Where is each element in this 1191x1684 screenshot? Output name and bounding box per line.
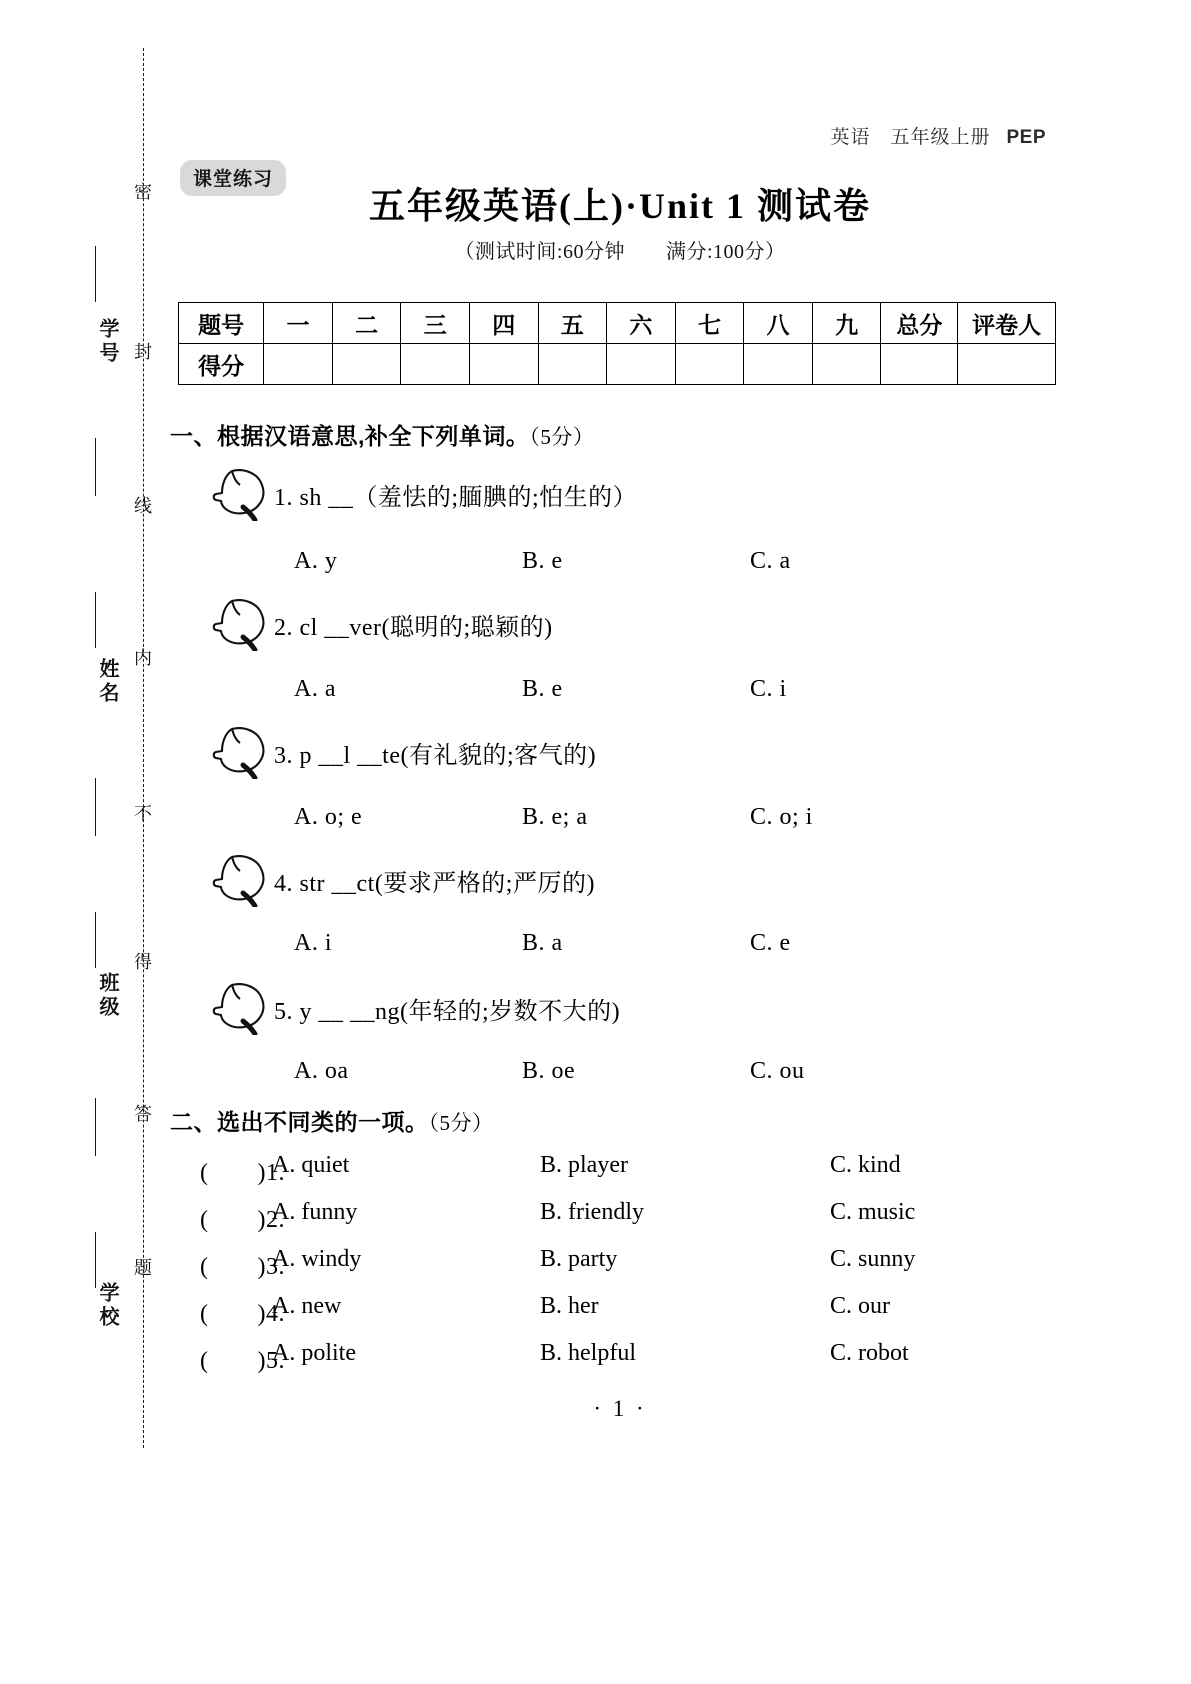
running-head [830,122,1046,149]
question-stem-1-5 [210,980,620,1036]
field-rule-4 [95,778,96,836]
score-cell-9[interactable] [812,344,881,385]
seal-char-da: 答 [134,1104,152,1124]
option-a[interactable]: A. i [294,930,332,956]
question-stem-1-3 [210,724,596,780]
section-2-points: （5分） [428,1111,494,1135]
seal-char-de: 得 [134,952,152,972]
answer-bracket[interactable]: ( )4. [200,1301,285,1327]
seal-char-ti: 题 [134,1258,152,1278]
col-header-grader: 评卷人 [958,303,1056,344]
score-cell-4[interactable] [469,344,538,385]
question-stem-text: 5. y __ __ng(年轻的;岁数不大的) [274,998,621,1025]
field-rule-1 [95,246,96,302]
seal-char-feng: 封 [134,342,152,362]
col-header-3: 三 [401,303,470,344]
question-stem-1-4 [210,852,595,908]
option-a[interactable]: A. polite [272,1340,356,1366]
score-cell-5[interactable] [538,344,607,385]
running-head-subject: 英语 五年级上册 [830,127,991,148]
seal-margin-rail [0,0,170,1684]
row-label-question-no: 题号 [179,303,264,344]
option-c[interactable]: C. o; i [750,804,813,830]
col-header-1: 一 [264,303,333,344]
table-row-question-numbers [179,303,1056,344]
option-a[interactable]: A. a [294,676,336,702]
field-rule-2 [95,438,96,496]
option-a[interactable]: A. o; e [294,804,363,830]
section-heading-2 [170,1104,494,1137]
option-a[interactable]: A. windy [272,1246,362,1272]
score-cell-grader[interactable] [958,344,1056,385]
answer-bracket[interactable]: ( )5. [200,1348,285,1374]
option-a[interactable]: A. funny [272,1199,358,1225]
col-header-6: 六 [607,303,676,344]
option-a[interactable]: A. quiet [272,1152,350,1178]
option-c[interactable]: C. e [750,930,791,956]
option-c[interactable]: C. ou [750,1058,805,1084]
field-label-student-id: 学号 [96,318,118,366]
option-b[interactable]: B. e [522,676,563,702]
score-cell-8[interactable] [744,344,813,385]
option-c[interactable]: C. kind [830,1152,901,1178]
leaf-bullet-icon [210,597,272,651]
option-c[interactable]: C. our [830,1293,890,1319]
option-b[interactable]: B. e [522,548,563,574]
leaf-bullet-icon [210,981,272,1035]
option-c[interactable]: C. i [750,676,787,702]
field-label-school: 学校 [96,1282,118,1330]
option-b[interactable]: B. a [522,930,563,956]
option-b[interactable]: B. her [540,1293,599,1319]
option-a[interactable]: A. new [272,1293,342,1319]
option-b[interactable]: B. player [540,1152,628,1178]
question-stem-text: 3. p __l __te(有礼貌的;客气的) [274,742,597,769]
col-header-total: 总分 [881,303,958,344]
page-number: · 1 · [593,1396,647,1421]
col-header-2: 二 [332,303,401,344]
section-1-title: 一、根据汉语意思,补全下列单词。 [170,423,530,449]
field-rule-3 [95,592,96,648]
option-c[interactable]: C. robot [830,1340,909,1366]
score-cell-3[interactable] [401,344,470,385]
answer-bracket[interactable]: ( )1. [200,1160,285,1186]
table-row-scores [179,344,1056,385]
question-stem-text: 4. str __ct(要求严格的;严厉的) [274,870,595,897]
question-stem-text: 1. sh __（羞怯的;腼腆的;怕生的） [274,484,638,511]
option-a[interactable]: A. y [294,548,338,574]
seal-dashed-line [143,48,144,1448]
option-b[interactable]: B. helpful [540,1340,636,1366]
option-c[interactable]: C. a [750,548,791,574]
col-header-8: 八 [744,303,813,344]
section-heading-1 [170,418,594,451]
option-c[interactable]: C. music [830,1199,916,1225]
answer-bracket[interactable]: ( )3. [200,1254,285,1280]
field-rule-6 [95,1098,96,1156]
question-stem-1-1 [210,466,637,522]
option-c[interactable]: C. sunny [830,1246,916,1272]
seal-char-nei: 内 [134,648,152,668]
score-cell-6[interactable] [607,344,676,385]
col-header-7: 七 [675,303,744,344]
field-label-name: 姓名 [96,658,118,706]
option-a[interactable]: A. oa [294,1058,349,1084]
field-label-class: 班级 [96,972,118,1020]
running-head-edition: PEP [1006,127,1046,148]
option-b[interactable]: B. party [540,1246,618,1272]
section-1-points: （5分） [529,425,595,449]
leaf-bullet-icon [210,853,272,907]
seal-char-xian: 线 [134,496,152,516]
field-rule-5 [95,912,96,968]
exam-sheet [170,0,1191,1684]
option-b[interactable]: B. e; a [522,804,588,830]
score-cell-2[interactable] [332,344,401,385]
seal-char-bu: 不 [134,804,152,824]
field-rule-7 [95,1232,96,1288]
practice-badge: 课堂练习 [180,160,286,196]
question-stem-1-2 [210,596,553,652]
section-2-title: 二、选出不同类的一项。 [170,1109,429,1135]
option-b[interactable]: B. oe [522,1058,576,1084]
page-title: 五年级英语(上)·Unit 1 测试卷 [369,186,871,226]
leaf-bullet-icon [210,725,272,779]
option-b[interactable]: B. friendly [540,1199,644,1225]
score-cell-1[interactable] [264,344,333,385]
score-table [178,302,1056,385]
seal-char-mi: 密 [134,182,152,202]
col-header-5: 五 [538,303,607,344]
col-header-9: 九 [812,303,881,344]
score-cell-7[interactable] [675,344,744,385]
page-subtitle: （测试时间:60分钟 满分:100分） [454,241,786,263]
row-label-score: 得分 [179,344,264,385]
question-stem-text: 2. cl __ver(聪明的;聪颖的) [274,614,553,641]
col-header-4: 四 [469,303,538,344]
score-cell-total[interactable] [881,344,958,385]
answer-bracket[interactable]: ( )2. [200,1207,285,1233]
leaf-bullet-icon [210,467,272,521]
